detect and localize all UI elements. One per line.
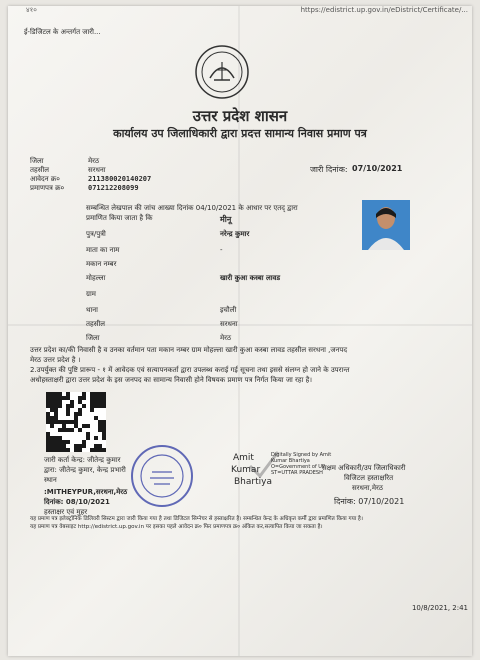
mother-label: माता का नाम <box>86 246 120 254</box>
footnote-2: यह प्रमाण पत्र वेबसाइट http://edistrict.up.gov.in पर इसका पहले आवेदन क्र० फिर प्रमाणपत्र क्र० अंकित कर,सत्यापित किया जा सकता है। <box>30 524 323 530</box>
qr-module <box>86 436 90 440</box>
officer-date: दिनांक: 07/10/2021 <box>334 497 405 506</box>
tehsil-label: तहसील <box>30 166 49 174</box>
signer-name-2: Kumar <box>231 465 261 475</box>
qr-module <box>66 448 70 452</box>
qr-module <box>82 444 86 448</box>
signer-name-3: Bhartiya <box>234 477 272 487</box>
qr-code <box>46 392 106 452</box>
qr-module <box>90 408 94 412</box>
officer-office: सरधना,मेरठ <box>352 484 383 492</box>
place-value: :MITHEYPUR,सरधना,मेरठ <box>44 488 128 496</box>
application-no-label: आवेदन क्र० <box>30 175 60 183</box>
sign-and-seal: हस्ताक्षर एवं मुहर <box>44 508 88 516</box>
issue-date: 07/10/2021 <box>352 164 403 173</box>
print-timestamp: 10/8/2021, 2:41 <box>411 604 468 612</box>
declaration-line-1: उत्तर प्रदेश का/की निवासी है व उनका वर्तमान पता मकान नम्बर ग्राम मोहल्ला खारी कुआ कस्बा लावड तहसील सरधना ,जनपद <box>30 346 348 354</box>
relation-value: नरेन्द्र कुमार <box>220 230 250 238</box>
qr-module <box>78 428 82 432</box>
mohalla-label: मोहल्ला <box>86 274 106 282</box>
qr-module <box>70 404 74 408</box>
qr-module <box>102 436 106 440</box>
district-value: मेरठ <box>88 157 100 165</box>
police-station-value: इचौली <box>220 306 237 314</box>
certificate-sheet <box>8 6 472 656</box>
qr-module <box>58 404 62 408</box>
applicant-name: मीनू <box>220 215 232 224</box>
declaration-line-3: 2.उपर्युक्त की पुष्टि प्रारूप - १ में आवेदक एवं सत्यापनकर्ता द्वारा उपलब्ध कराई गई सूचना तथा इससे संलग्न हो जाने के उपरान्त <box>30 366 350 374</box>
declaration-line-4: अधोहस्ताक्षरी द्वारा उत्तर प्रदेश के इस जनपद का सामान्य निवासी होने विषयक प्रमाण पत्र निर्गत किया जा रहा है। <box>30 376 313 384</box>
qr-module <box>66 440 70 444</box>
certificate-no: 071212208099 <box>88 184 139 192</box>
officer-title: सक्षम अधिकारी/उप जिलाधिकारी <box>322 464 406 472</box>
govt-title: उत्तर प्रदेश शासन <box>192 107 288 125</box>
qr-module <box>102 404 106 408</box>
qr-module <box>102 448 106 452</box>
signature-details: Digitally Signed by Amit Kumar Bhartiya O=Government of UP, ST=UTTAR PRADESH <box>271 452 332 476</box>
fold-line <box>238 6 240 656</box>
qr-module <box>78 412 82 416</box>
document-title: कार्यालय उप जिलाधिकारी द्वारा प्रदत्त सामान्य निवास प्रमाण पत्र <box>113 127 367 140</box>
up-state-emblem-icon <box>194 44 250 100</box>
relation-label: पुत्र/पुत्री <box>86 230 106 238</box>
page-url: https://edistrict.up.gov.in/eDistrict/Certificate/... <box>300 6 468 14</box>
qr-module <box>94 436 98 440</box>
center-seal-icon <box>130 444 194 508</box>
center-date: दिनांक: 08/10/2021 <box>44 498 110 506</box>
qr-module <box>82 404 86 408</box>
qr-module <box>86 424 90 428</box>
district-label: जिला <box>30 157 44 165</box>
intro-line-1: सम्बन्धित लेखपाल की जांच आख्या दिनांक 04/10/2021 के आधार पर एतद् द्वारा <box>86 204 298 212</box>
footnote-1: यह प्रमाण पत्र इलेक्ट्रॉनिक डिलिवरी सिस्टम द्वारा जारी किया गया है तथा डिजिटल सिग्नेचर से हस्ताक्षरित है। सम्बन्धित केन्द्र के अधिकृत कर्मी द्वारा प्रमाणित किया गया है। <box>30 516 363 522</box>
signer-name-1: Amit <box>233 453 254 463</box>
qr-module <box>78 448 82 452</box>
issuing-operator: द्वारा: जीतेन्द्र कुमार, केन्द्र प्रभारी <box>44 466 126 474</box>
page-number: ४१० <box>26 6 37 14</box>
village-label: ग्राम <box>86 290 96 298</box>
issue-date-label: जारी दिनांक: <box>310 165 348 174</box>
certificate-no-label: प्रमाणपत्र क्र० <box>30 184 65 192</box>
tehsil-row-label: तहसील <box>86 320 105 328</box>
qr-module <box>66 412 70 416</box>
digital-sign-note: ई-डिजिटल के अन्तर्गत जारी... <box>24 28 101 36</box>
declaration-line-2: मेरठ उत्तर प्रदेश है । <box>30 356 81 364</box>
fold-line <box>8 324 472 326</box>
application-no: 211380020140207 <box>88 175 152 183</box>
house-label: मकान नम्बर <box>86 260 117 268</box>
tehsil-row-value: सरधना <box>220 320 238 328</box>
qr-module <box>50 424 54 428</box>
mother-value: - <box>220 246 223 254</box>
place-label: स्थान <box>44 476 57 484</box>
issuing-center: जारी कर्ता केन्द्र: जीतेन्द्र कुमार <box>44 456 121 464</box>
officer-name: विजिटल हस्ताक्षरित <box>344 474 394 482</box>
intro-line-2: प्रमाणित किया जाता है कि <box>86 214 153 222</box>
mohalla-value: खारी कुआ कस्बा लावड <box>220 274 281 282</box>
applicant-photo <box>362 200 410 250</box>
police-station-label: थाना <box>86 306 98 314</box>
tehsil-value: सरधना <box>88 166 106 174</box>
district-row-label: जिला <box>86 334 100 342</box>
district-row-value: मेरठ <box>220 334 232 342</box>
qr-module <box>82 396 86 400</box>
qr-module <box>70 428 74 432</box>
